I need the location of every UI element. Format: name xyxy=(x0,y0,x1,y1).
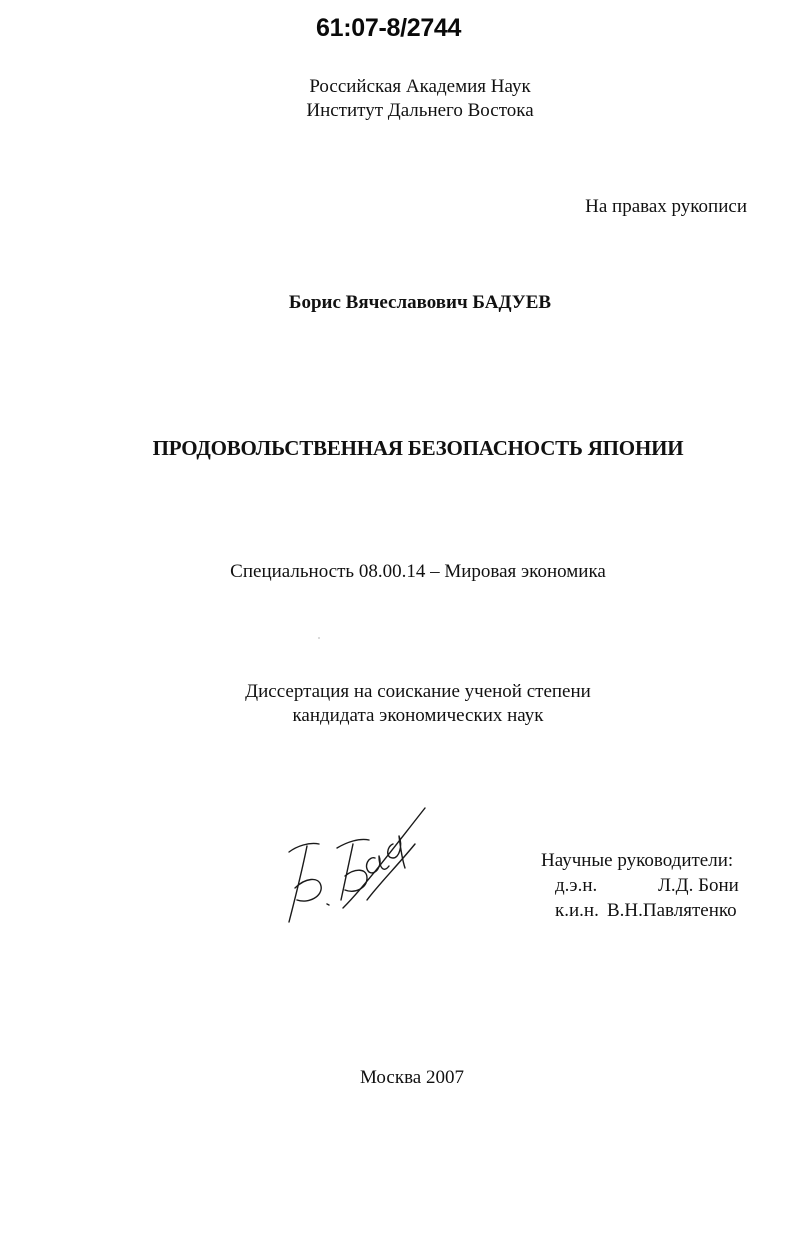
degree-line-1: Диссертация на соискание ученой степени xyxy=(245,681,591,702)
dissertation-title: ПРОДОВОЛЬСТВЕННАЯ БЕЗОПАСНОСТЬ ЯПОНИИ xyxy=(152,436,684,460)
handwritten-signature xyxy=(275,796,445,931)
supervisor-row xyxy=(541,873,739,898)
supervisor-degree: д.э.н. xyxy=(555,875,598,896)
city-year: Москва 2007 xyxy=(360,1067,464,1088)
supervisor-name: Л.Д. Бони xyxy=(658,875,739,896)
supervisor-name: В.Н.Павлятенко xyxy=(607,900,737,921)
author-name: Борис Вячеславович БАДУЕВ xyxy=(288,292,552,313)
archive-stamp-number: 61:07-8/2744 xyxy=(316,14,462,42)
organization-line-2: Институт Дальнего Востока xyxy=(306,100,534,121)
supervisor-row xyxy=(541,898,737,923)
supervisors-block xyxy=(541,848,739,923)
manuscript-note: На правах рукописи xyxy=(585,196,747,217)
organization-line-1: Российская Академия Наук xyxy=(309,76,531,97)
supervisor-degree: к.и.н. xyxy=(555,900,599,921)
degree-line-2: кандидата экономических наук xyxy=(292,705,544,726)
supervisors-heading: Научные руководители: xyxy=(541,850,734,871)
scan-speck xyxy=(318,637,320,639)
specialty-line: Специальность 08.00.14 – Мировая экономика xyxy=(230,561,606,582)
